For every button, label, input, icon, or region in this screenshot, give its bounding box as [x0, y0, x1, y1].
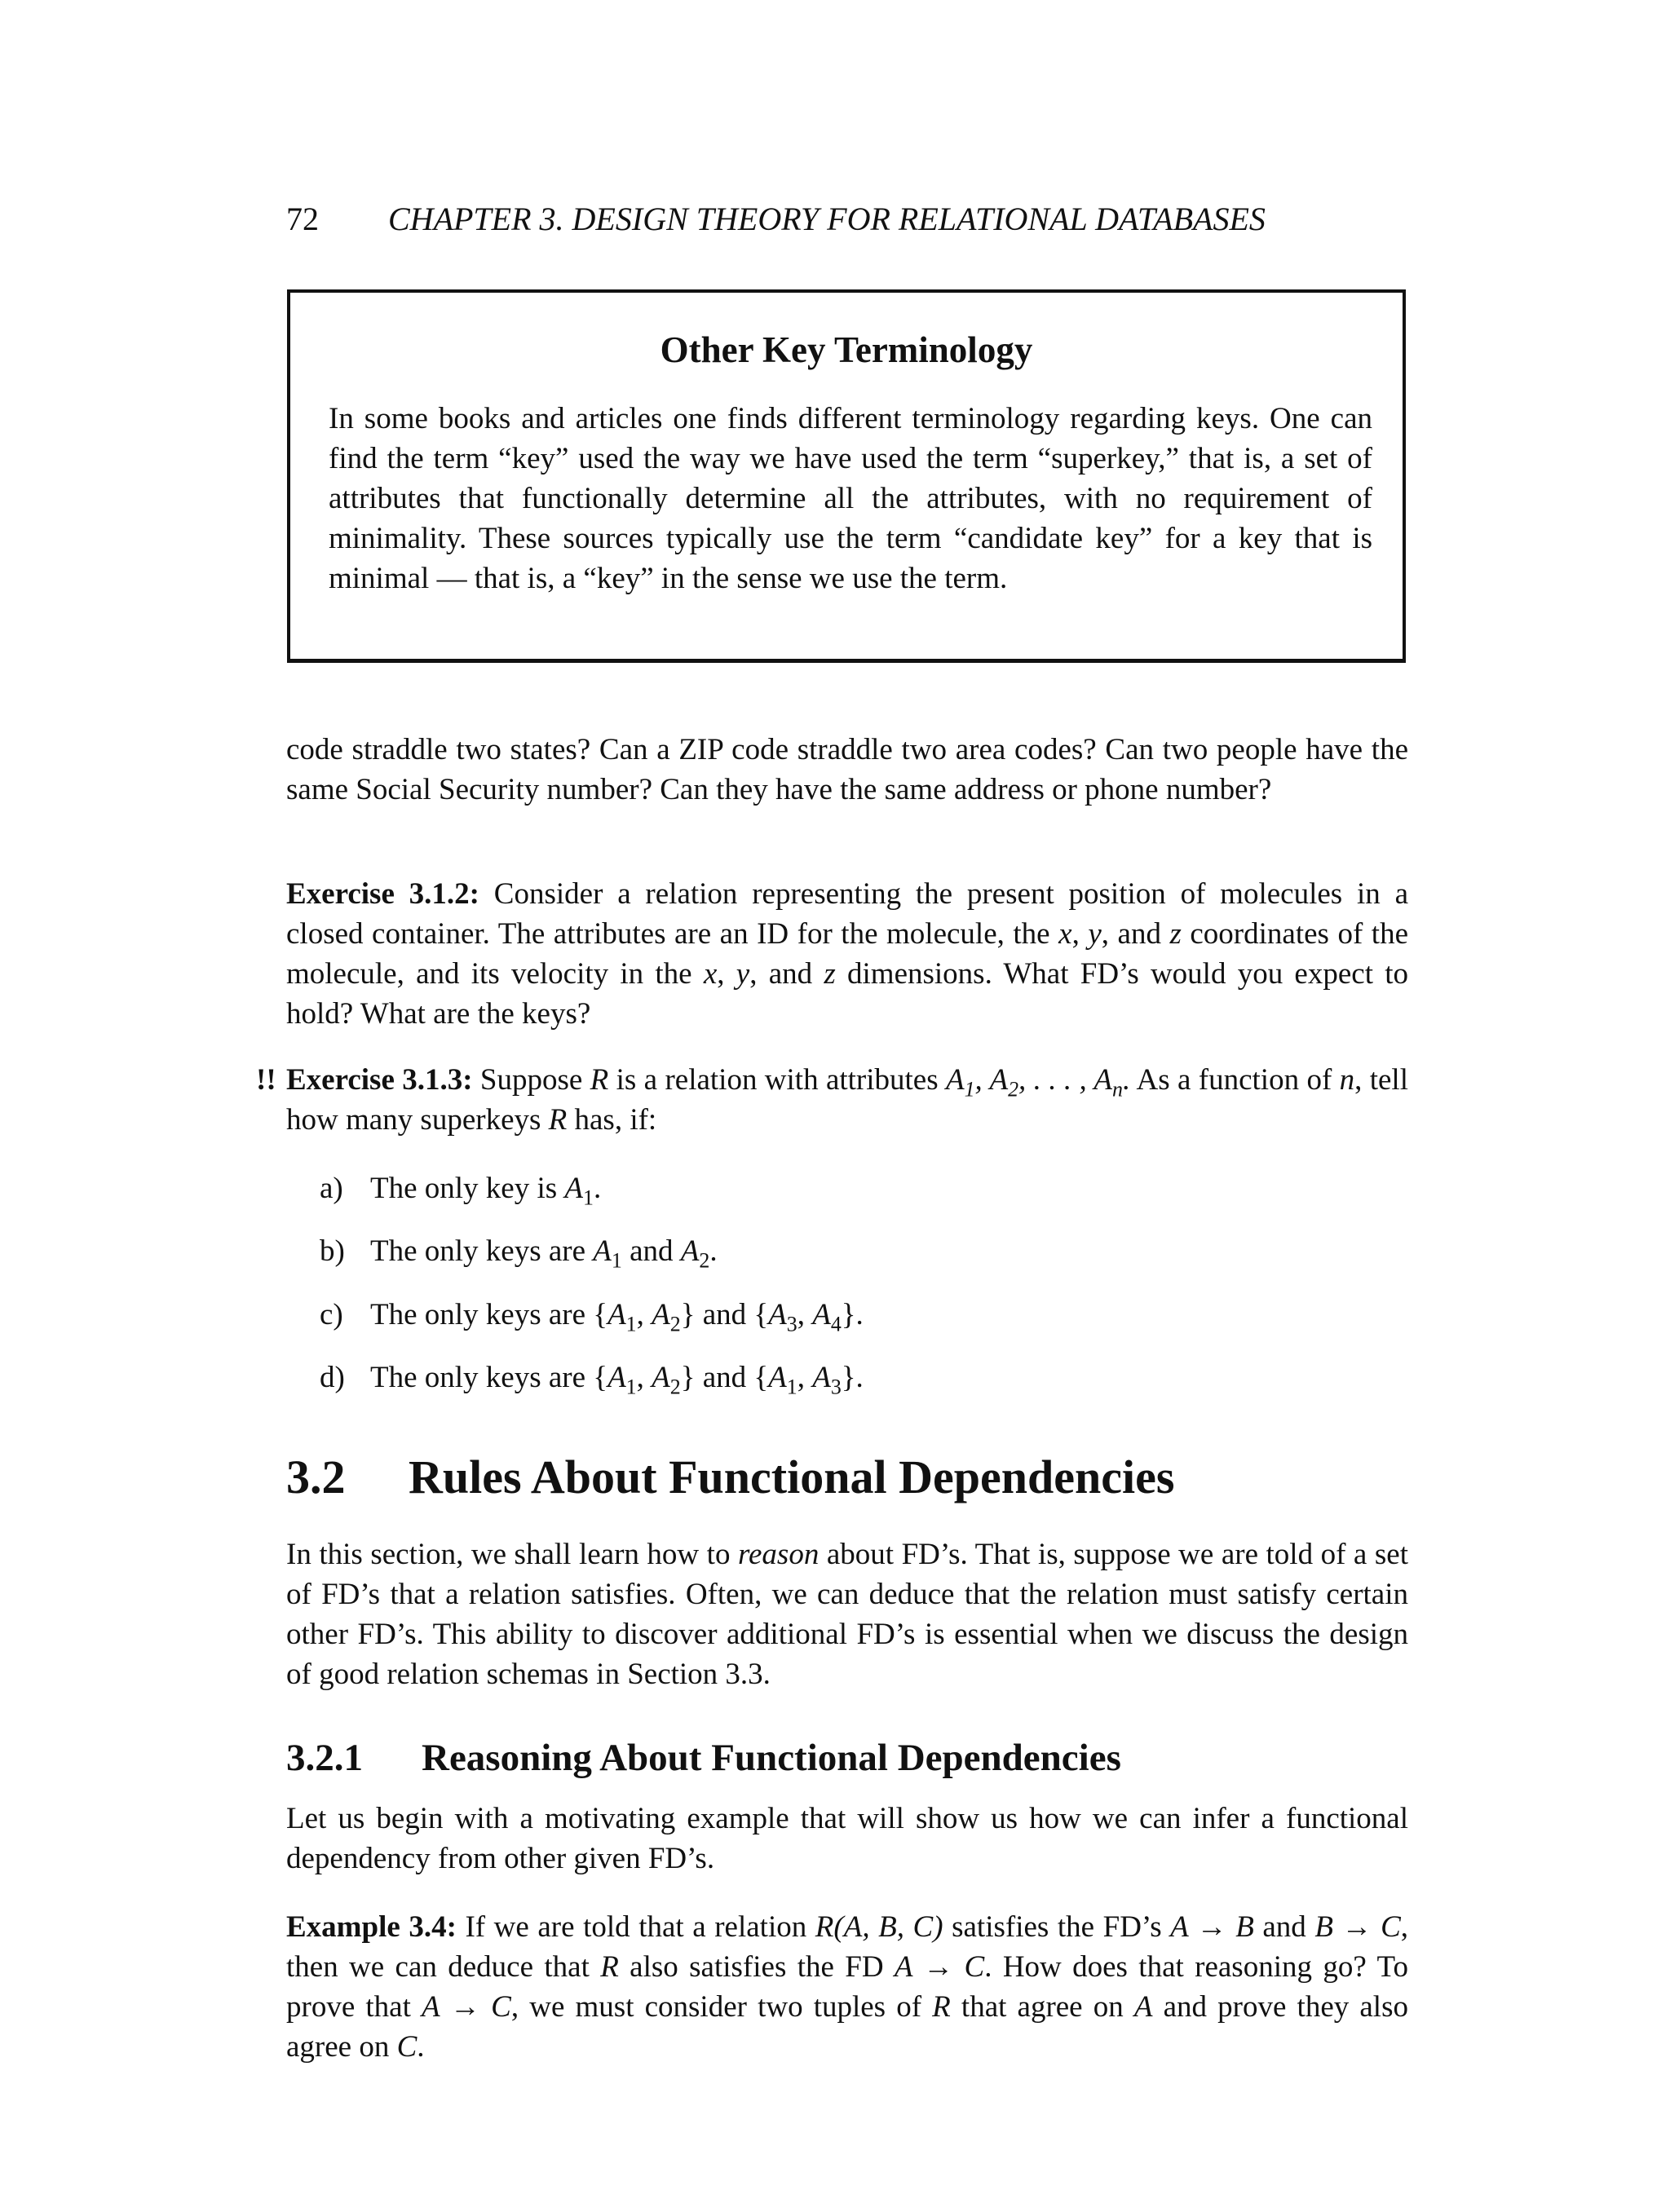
math-fd: A → B — [1170, 1910, 1254, 1944]
emphasis: reason — [737, 1538, 820, 1571]
text-run: satisfies the FD’s — [943, 1910, 1171, 1944]
exercise-text: dimensions. What FD’s would you expect to hold? What are the keys? — [286, 957, 1408, 1031]
exercise-text: is a relation with attributes — [608, 1063, 946, 1097]
subsection-title: Reasoning About Functional Dependencies — [422, 1737, 1121, 1779]
exercise-item-b — [320, 1231, 718, 1271]
item-label: d) — [320, 1361, 345, 1394]
math-var: R — [590, 1063, 609, 1097]
exercise-label: Exercise 3.1.2: — [286, 877, 479, 911]
chapter-title: CHAPTER 3. DESIGN THEORY FOR RELATIONAL DATABASES — [388, 201, 1266, 237]
paragraph-fragment — [286, 730, 1408, 810]
item-text: The only keys are {$A_1$, $A_2$} and {$A_3$, $A_4$}. — [370, 1298, 864, 1336]
text-run: and — [1253, 1910, 1315, 1944]
text-run: and prove they also agree on — [286, 1990, 1408, 2064]
math-var: x — [1058, 917, 1072, 951]
exercise-text: , and — [749, 957, 824, 991]
exercise-label: Exercise 3.1.3: — [286, 1063, 473, 1097]
exercise-text: , — [1071, 917, 1089, 951]
section-title: Rules About Functional Dependencies — [409, 1450, 1175, 1503]
math-attrs: $A_1$, $A_2$, . . . , $A_n$. — [945, 1063, 1131, 1102]
exercise-3-1-3-text — [286, 1060, 1408, 1140]
item-label: c) — [320, 1298, 343, 1331]
text-run: . How does that reasoning go? To prove that — [286, 1950, 1408, 2024]
exercise-text: Suppose — [472, 1063, 590, 1097]
item-label: a) — [320, 1172, 343, 1205]
subsection-intro — [286, 1799, 1408, 1879]
subsection-intro-text: Let us begin with a motivating example that will show us how we can infer a functional dependency from other given FD’s. — [286, 1802, 1408, 1875]
text-run: also satisfies the FD — [618, 1950, 895, 1984]
item-text: The only key is $A_1$. — [370, 1172, 602, 1210]
math-var: x — [703, 957, 718, 991]
math-var: z — [824, 957, 836, 991]
text-run: that agree on — [950, 1990, 1134, 2024]
section-heading — [286, 1448, 1408, 1507]
text-run: In this section, we shall learn how to — [286, 1538, 738, 1571]
math-var: R — [932, 1990, 951, 2024]
math-var: n — [1339, 1063, 1355, 1097]
section-intro-text — [286, 1534, 1408, 1694]
paragraph-fragment-text: code straddle two states? Can a ZIP code straddle two area codes? Can two people have the same Social Security number? Can they have the same address or phone number? — [286, 733, 1408, 806]
exercise-text: , tell how many superkeys — [286, 1063, 1408, 1137]
math-fd: A → C — [894, 1950, 985, 1984]
exercise-item-d — [320, 1358, 864, 1397]
text-run: . — [417, 2030, 425, 2064]
example-3-4 — [286, 1907, 1408, 2067]
text-run: about FD’s. That is, suppose we are told of a set of FD’s that a relation satisfies. Often, we can deduce that the relation must satisfy certain other FD’s. This ability to discover additional FD’s is essential when we discuss the design of good relation schemas in Section 3.3. — [286, 1538, 1408, 1691]
text-run: , then we can deduce that — [286, 1910, 1409, 1984]
text-run: If we are told that a relation — [456, 1910, 815, 1944]
running-head — [286, 199, 1408, 240]
subsection-number: 3.2.1 — [286, 1737, 363, 1779]
math-fd: B → C — [1314, 1910, 1401, 1944]
item-text: The only keys are $A_1$ and $A_2$. — [370, 1234, 718, 1273]
item-text: The only keys are {$A_1$, $A_2$} and {$A_1$, $A_3$}. — [370, 1361, 864, 1399]
math-var: y — [1088, 917, 1102, 951]
math-var: z — [1169, 917, 1182, 951]
exercise-3-1-2-text — [286, 874, 1408, 1034]
exercise-text: , — [717, 957, 736, 991]
exercise-text: and — [1109, 917, 1170, 951]
exercise-text: As a function of — [1130, 1063, 1340, 1097]
sidebar-box-body: In some books and articles one finds different terminology regarding keys. One can find the term “key” used the way we have used the term “superkey,” that is, a set of attributes that functionally determine all the attributes, with no requirement of minimality. These sources typically use the term “candidate key” for a key that is minimal — that is, a “key” in the sense we use the term. — [329, 402, 1372, 595]
math-var: R — [548, 1103, 568, 1137]
math-fd: A → C — [421, 1990, 511, 2024]
math-var: C — [396, 2030, 418, 2064]
exercise-3-1-3 — [286, 1060, 1408, 1140]
math-var: A — [1133, 1990, 1153, 2024]
difficulty-marker: !! — [256, 1063, 276, 1097]
section-number: 3.2 — [286, 1450, 346, 1503]
exercise-item-a — [320, 1168, 601, 1208]
exercise-text: has, if: — [567, 1103, 657, 1137]
exercise-text: Consider a relation representing the present position of molecules in a closed container. The attributes are an ID for the molecule, the — [286, 877, 1408, 951]
math-relation: R(A, B, C) — [815, 1910, 943, 1944]
section-intro — [286, 1534, 1408, 1694]
exercise-item-c — [320, 1295, 864, 1335]
subsection-heading — [286, 1733, 1408, 1782]
text-run: , we must consider two tuples of — [510, 1990, 933, 2024]
math-var: y — [736, 957, 750, 991]
exercise-text: , — [1101, 917, 1110, 951]
exercise-3-1-2 — [286, 874, 1408, 1034]
sidebar-box — [287, 289, 1406, 663]
exercise-text: coordinates of the molecule, and its velocity in the — [286, 917, 1408, 991]
sidebar-box-title: Other Key Terminology — [660, 329, 1033, 370]
item-label: b) — [320, 1234, 345, 1268]
example-3-4-text — [286, 1907, 1408, 2067]
example-label: Example 3.4: — [286, 1910, 457, 1944]
math-var: R — [600, 1950, 619, 1984]
page-number: 72 — [286, 201, 319, 237]
